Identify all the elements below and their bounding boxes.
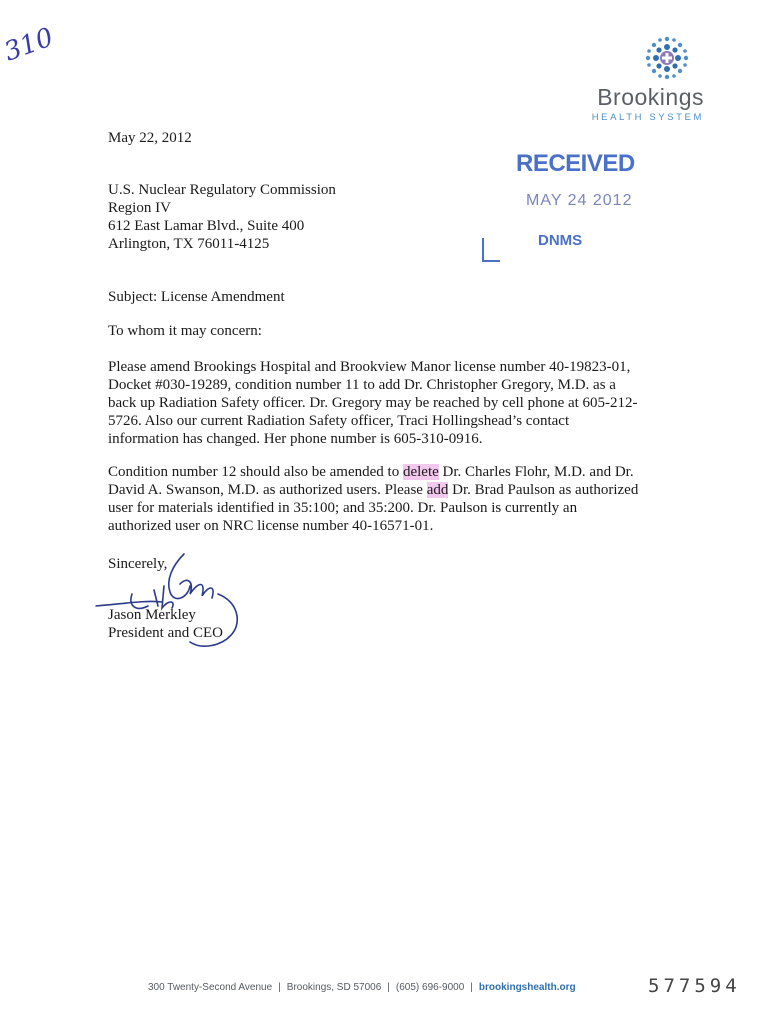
paragraph-line: user for materials identified in 35:100; and 35:200. Dr. Paulson is currently an	[108, 500, 578, 516]
address-line: Arlington, TX 76011-4125	[108, 236, 270, 252]
footer-street: 300 Twenty-Second Avenue	[148, 982, 273, 993]
paragraph-line: authorized user on NRC license number 40-16571-01.	[108, 518, 434, 534]
address-line: U.S. Nuclear Regulatory Commission	[108, 182, 336, 198]
document-number: 577594	[648, 975, 741, 997]
subject-line: Subject: License Amendment	[108, 289, 285, 305]
recipient-address	[108, 181, 336, 253]
body-paragraph-1	[108, 358, 668, 448]
signer-title: President and CEO	[108, 625, 223, 641]
paragraph-line: back up Radiation Safety officer. Dr. Gregory may be reached by cell phone at 605-212-	[108, 395, 638, 411]
text-run: Dr. Brad Paulson as authorized	[448, 482, 639, 498]
signer-name: Jason Merkley	[108, 607, 196, 623]
stamp-bracket	[482, 238, 500, 262]
footer-website: brookingshealth.org	[478, 982, 576, 993]
footer-phone: (605) 696-9000	[395, 982, 465, 993]
paragraph-line: 5726. Also our current Radiation Safety officer, Traci Hollingshead’s contact	[108, 413, 570, 429]
paragraph-line	[108, 463, 668, 481]
letterhead-footer: 300 Twenty-Second Avenue | Brookings, SD 57006 | (605) 696-9000 | brookingshealth.org	[148, 982, 576, 993]
text-run: Condition number 12 should also be amended to	[108, 464, 403, 480]
received-stamp-office: DNMS	[538, 232, 583, 249]
brand-name: Brookings	[597, 84, 704, 110]
received-stamp-date: MAY 24 2012	[526, 192, 633, 209]
paragraph-line: information has changed. Her phone number is 605-310-0916.	[108, 431, 483, 447]
address-line: 612 East Lamar Blvd., Suite 400	[108, 218, 305, 234]
text-run: Dr. Charles Flohr, M.D. and Dr.	[438, 464, 634, 480]
letter-date: May 22, 2012	[108, 130, 192, 146]
footer-city: Brookings, SD 57006	[286, 982, 382, 993]
handwritten-note: 310	[0, 22, 58, 68]
salutation: To whom it may concern:	[108, 323, 262, 339]
received-stamp: RECEIVED	[516, 150, 635, 177]
address-line: Region IV	[108, 200, 171, 216]
brookings-cross-logo-icon	[645, 36, 689, 80]
paragraph-line	[108, 481, 668, 499]
paragraph-line: Docket #030-19289, condition number 11 to add Dr. Christopher Gregory, M.D. as a	[108, 377, 616, 393]
paragraph-line: Please amend Brookings Hospital and Brookview Manor license number 40-19823-01,	[108, 359, 631, 375]
text-run: David A. Swanson, M.D. as authorized users. Please	[108, 482, 427, 498]
highlighted-word-add: add	[426, 482, 449, 498]
highlighted-word-delete: delete	[402, 464, 439, 480]
body-paragraph-2	[108, 463, 668, 535]
closing: Sincerely,	[108, 556, 168, 572]
brand-subtitle: HEALTH SYSTEM	[591, 112, 704, 123]
